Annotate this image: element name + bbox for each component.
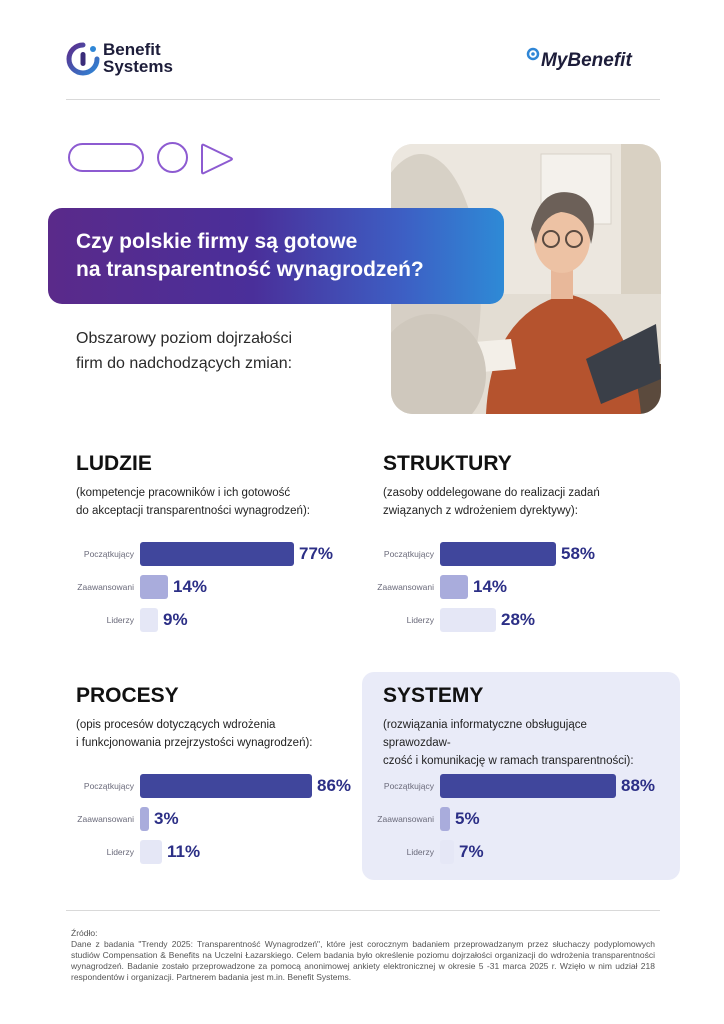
ludzie-description-line: (kompetencje pracowników i ich gotowość: [76, 487, 291, 499]
systemy-chart-description: [383, 716, 653, 770]
systemy-chart-title: SYSTEMY: [383, 684, 484, 707]
systemy-description-line: (rozwiązania informatyczne obsługujące sprawozdaw-: [383, 719, 587, 749]
procesy-value-label-leaders: 11%: [167, 842, 201, 861]
struktury-category-label-leaders: Liderzy: [406, 615, 434, 625]
struktury-bar-beginner: [440, 542, 556, 566]
source-divider: [66, 910, 660, 911]
struktury-description-line: (zasoby oddelegowane do realizacji zadań: [383, 487, 600, 499]
ludzie-value-label-leaders: 9%: [163, 610, 188, 629]
procesy-category-label-beginner: Początkujący: [83, 781, 134, 791]
struktury-bar-advanced: [440, 575, 468, 599]
page-title: Czy polskie firmy są gotowe na transparentność wynagrodzeń?: [76, 230, 424, 281]
systemy-description-line: czość i komunikację w ramach transparentności):: [383, 755, 634, 767]
systemy-bar-leaders: [440, 840, 454, 864]
struktury-bar-leaders: [440, 608, 496, 632]
procesy-chart-description: [76, 716, 346, 752]
procesy-bar-beginner: [140, 774, 312, 798]
struktury-value-label-beginner: 58%: [561, 544, 596, 563]
struktury-category-label-beginner: Początkujący: [383, 549, 434, 559]
struktury-description-line: związanych z wdrożeniem dyrektywy):: [383, 505, 578, 517]
struktury-category-label-advanced: Zaawansowani: [377, 582, 434, 592]
mybenefit-logo-text: MyBenefit: [541, 50, 632, 71]
ludzie-chart-description: [76, 484, 346, 520]
page-subtitle: Obszarowy poziom dojrzałości firm do nadchodzących zmian:: [76, 330, 293, 372]
systemy-value-label-advanced: 5%: [455, 809, 480, 828]
procesy-bar-leaders: [140, 840, 162, 864]
struktury-value-label-advanced: 14%: [473, 577, 508, 596]
decorative-play-icon: [200, 141, 236, 182]
ludzie-value-label-advanced: 14%: [173, 577, 208, 596]
decorative-circle-shape: [157, 142, 188, 173]
procesy-bar-advanced: [140, 807, 149, 831]
systemy-category-label-advanced: Zaawansowani: [377, 814, 434, 824]
ludzie-bar-leaders: [140, 608, 158, 632]
struktury-value-label-leaders: 28%: [501, 610, 536, 629]
procesy-value-label-advanced: 3%: [154, 809, 179, 828]
ludzie-bar-advanced: [140, 575, 168, 599]
ludzie-category-label-advanced: Zaawansowani: [77, 582, 134, 592]
source-note: Źródło: Dane z badania "Trendy 2025: Transparentność Wynagrodzeń", które jest corocznym badaniem przeprowadzanym przez słuchaczy podyplomowych studiów Compensation & Benefits na Uczelni Łazarskiego. Celem badania było określenie poziomu dojrzałości organizacji do wdrożenia transparentności wynagrodzeń. Badanie zostało przeprowadzone za pomocą anonimowej ankiety elektronicznej w okresie 5 -31 marca 2025 r. Wzięło w nim udział 218 respondentów i organizacji. Partnerem badania jest m.in. Benefit Systems.: [71, 928, 655, 982]
systemy-bar-beginner: [440, 774, 616, 798]
benefit-systems-logo-icon: [66, 42, 100, 81]
procesy-value-label-beginner: 86%: [317, 776, 352, 795]
systemy-category-label-leaders: Liderzy: [406, 847, 434, 857]
systemy-bar-advanced: [440, 807, 450, 831]
ludzie-category-label-leaders: Liderzy: [106, 615, 134, 625]
struktury-chart-description: [383, 484, 653, 520]
header-divider: [66, 99, 660, 100]
struktury-chart-title: STRUKTURY: [383, 452, 512, 475]
ludzie-chart-title: LUDZIE: [76, 452, 152, 475]
ludzie-description-line: do akceptacji transparentności wynagrodzeń):: [76, 505, 310, 517]
ludzie-category-label-beginner: Początkujący: [83, 549, 134, 559]
mybenefit-logo-icon: [526, 47, 540, 66]
ludzie-value-label-beginner: 77%: [299, 544, 334, 563]
procesy-category-label-leaders: Liderzy: [106, 847, 134, 857]
ludzie-bar-beginner: [140, 542, 294, 566]
systemy-value-label-beginner: 88%: [621, 776, 656, 795]
procesy-description-line: (opis procesów dotyczących wdrożenia: [76, 719, 276, 731]
systemy-value-label-leaders: 7%: [459, 842, 484, 861]
procesy-description-line: i funkcjonowania przejrzystości wynagrodzeń):: [76, 737, 313, 749]
decorative-pill-shape: [68, 143, 144, 172]
benefit-systems-logo-text: Benefit Systems: [103, 40, 173, 76]
procesy-chart-title: PROCESY: [76, 684, 179, 707]
procesy-category-label-advanced: Zaawansowani: [77, 814, 134, 824]
systemy-category-label-beginner: Początkujący: [383, 781, 434, 791]
